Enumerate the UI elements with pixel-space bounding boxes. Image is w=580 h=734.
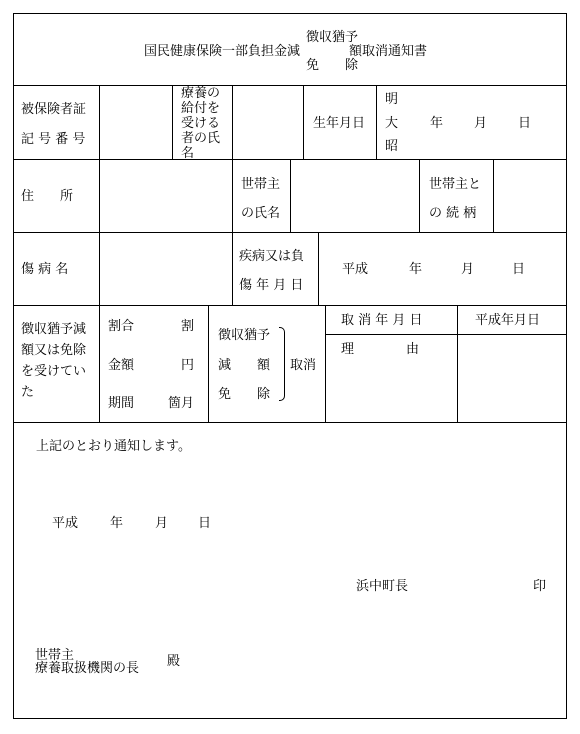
cancel-item-3: 免 除 [218, 387, 271, 402]
cancel-date-label: 取 消 年 月 日 [341, 313, 423, 328]
r1-v5 [376, 85, 377, 160]
r3-v3 [318, 232, 319, 306]
title-line2a: 国民健康保険一部負担金減 [144, 44, 301, 59]
notice-date-year: 年 [110, 516, 124, 531]
rate-label: 割合 [108, 319, 135, 334]
reduction-label-4: た [21, 385, 35, 400]
notice-message: 上記のとおり通知します。 [36, 439, 191, 454]
cancel-item-1: 徴収猶予 [218, 328, 271, 343]
era-meiji: 明 [385, 92, 399, 107]
recipient-label-1: 療養の [181, 86, 221, 101]
onset-label-top: 疾病又は負 [239, 249, 305, 264]
householder-label-top: 世帯主 [241, 177, 281, 192]
birth-year-unit: 年 [430, 116, 444, 131]
householder-label-bottom: の氏名 [241, 206, 281, 221]
relation-label-top: 世帯主と [429, 177, 482, 192]
row-line-1 [13, 85, 567, 86]
recipient-label-2: 給付を [181, 101, 221, 116]
r2-v5 [493, 159, 494, 233]
notice-date-day: 日 [198, 516, 212, 531]
relation-label-bottom: の 続 柄 [429, 206, 477, 221]
r4-v1 [99, 305, 100, 423]
notice-date-month: 月 [155, 516, 169, 531]
r2-v3 [290, 159, 291, 233]
r4-v2 [208, 305, 209, 423]
title-line2b: 額取消通知書 [349, 44, 428, 59]
era-showa: 昭 [385, 139, 399, 154]
amount-label: 金額 [108, 358, 135, 373]
frame-right [566, 13, 567, 719]
notice-date-era: 平成 [52, 516, 79, 531]
reduction-label-2: 額又は免除 [21, 343, 87, 358]
cancel-date-value: 平成年月日 [475, 313, 541, 328]
frame-bottom [13, 718, 567, 719]
reduction-label-1: 徴収猶予減 [21, 322, 87, 337]
reason-label: 理 由 [341, 342, 420, 357]
birthdate-label: 生年月日 [313, 116, 366, 131]
recipient-label-3: 受ける [181, 116, 221, 131]
reduction-label-3: を受けてい [21, 364, 87, 379]
r1-v3 [232, 85, 233, 160]
period-unit: 箇月 [168, 396, 195, 411]
honorific: 殿 [167, 654, 181, 669]
birth-day-unit: 日 [518, 116, 532, 131]
r2-v2 [232, 159, 233, 233]
onset-month-unit: 月 [461, 262, 475, 277]
insured-id-label-bottom: 記 号 番 号 [21, 132, 86, 147]
era-taisho: 大 [385, 116, 399, 131]
r4-v4 [457, 305, 458, 423]
r4-v3 [325, 305, 326, 423]
addressee-line2: 療養取扱機関の長 [35, 661, 140, 676]
row-line-4b [325, 334, 567, 335]
r1-v2 [172, 85, 173, 160]
r3-v2 [232, 232, 233, 306]
r2-v1 [99, 159, 100, 233]
issuer: 浜中町長 [356, 579, 409, 594]
amount-unit: 円 [181, 358, 195, 373]
frame-top [13, 13, 567, 14]
birth-month-unit: 月 [474, 116, 488, 131]
r1-v4 [303, 85, 304, 160]
address-label: 住 所 [21, 189, 74, 204]
recipient-label-4: 者の氏 [181, 131, 221, 146]
r2-v4 [419, 159, 420, 233]
r3-v1 [99, 232, 100, 306]
row-line-4 [13, 305, 567, 306]
row-line-5 [13, 422, 567, 423]
cancel-item-2: 減 額 [218, 358, 271, 373]
recipient-label-5: 名 [181, 146, 195, 161]
insured-id-label-top: 被保険者証 [21, 102, 87, 117]
period-label: 期間 [108, 396, 135, 411]
seal-mark: 印 [533, 579, 547, 594]
cancel-suffix: 取消 [290, 358, 317, 373]
injury-label: 傷 病 名 [21, 262, 69, 277]
cancel-brace [279, 327, 285, 401]
frame-left [13, 13, 14, 719]
rate-unit: 割 [181, 319, 195, 334]
onset-day-unit: 日 [512, 262, 526, 277]
title-line3: 免 除 [306, 58, 359, 73]
title-line1: 徴収猶予 [306, 30, 359, 45]
onset-label-bottom: 傷 年 月 日 [239, 278, 304, 293]
addressee-line1: 世帯主 [35, 648, 75, 663]
onset-year-unit: 年 [409, 262, 423, 277]
onset-era: 平成 [342, 262, 369, 277]
r1-v1 [99, 85, 100, 160]
